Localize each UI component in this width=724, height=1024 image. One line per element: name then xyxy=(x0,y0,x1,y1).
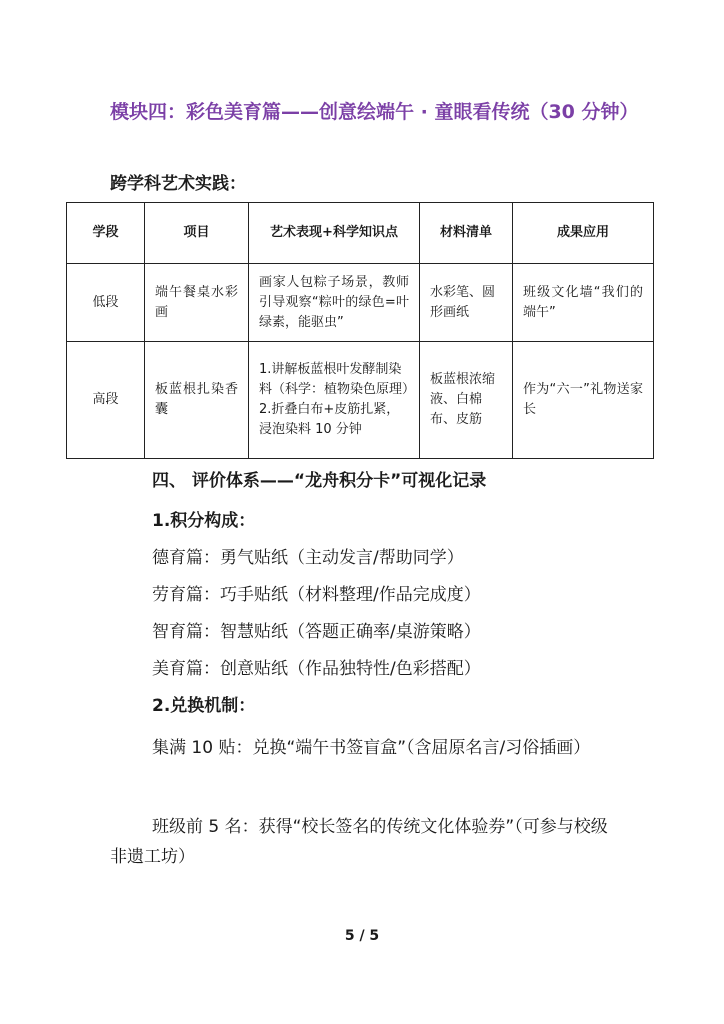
header-stage: 学段 xyxy=(67,203,145,264)
cell-knowledge xyxy=(249,342,420,459)
cell-materials: 水彩笔、圆形画纸 xyxy=(420,264,513,342)
cell-application: 作为“六一”礼物送家长 xyxy=(513,342,654,459)
table-header-row xyxy=(67,203,654,264)
list-item: 智育篇：智慧贴纸（答题正确率/桌游策略） xyxy=(152,622,481,642)
cell-materials: 板蓝根浓缩液、白棉布、皮筋 xyxy=(420,342,513,459)
cell-project: 板蓝根扎染香囊 xyxy=(145,342,249,459)
cell-knowledge: 画家人包粽子场景，教师引导观察“粽叶的绿色=叶绿素，能驱虫” xyxy=(249,264,420,342)
list-item: 德育篇：勇气贴纸（主动发言/帮助同学） xyxy=(152,548,464,568)
exchange-heading: 2.兑换机制： xyxy=(152,696,256,716)
exchange-rule-1: 集满 10 贴：兑换“端午书签盲盒”（含屈原名言/习俗插画） xyxy=(152,738,591,758)
header-materials: 材料清单 xyxy=(420,203,513,264)
page-number: 5 / 5 xyxy=(344,928,380,944)
list-item: 劳育篇：巧手贴纸（材料整理/作品完成度） xyxy=(152,585,481,605)
header-project: 项目 xyxy=(145,203,249,264)
cell-stage: 高段 xyxy=(67,342,145,459)
table-row xyxy=(67,264,654,342)
header-application: 成果应用 xyxy=(513,203,654,264)
module-title: 模块四：彩色美育篇——创意绘端午 · 童眼看传统（30 分钟） xyxy=(110,101,639,123)
table-row xyxy=(67,342,654,459)
knowledge-step-2: 2.折叠白布+皮筋扎紧，浸泡染料 10 分钟 xyxy=(259,402,400,437)
practice-heading: 跨学科艺术实践： xyxy=(110,174,246,194)
knowledge-step-1: 1.讲解板蓝根叶发酵制染料（科学：植物染色原理） xyxy=(259,362,416,397)
evaluation-title: 四、 评价体系——“龙舟积分卡”可视化记录 xyxy=(152,471,487,491)
cell-project: 端午餐桌水彩画 xyxy=(145,264,249,342)
composition-heading: 1.积分构成： xyxy=(152,511,256,531)
cell-application: 班级文化墙“我们的端午” xyxy=(513,264,654,342)
practice-table xyxy=(66,202,654,459)
header-knowledge: 艺术表现+科学知识点 xyxy=(249,203,420,264)
exchange-rule-2: 班级前 5 名：获得“校长签名的传统文化体验券”（可参与校级非遗工坊） xyxy=(110,817,608,867)
list-item: 美育篇：创意贴纸（作品独特性/色彩搭配） xyxy=(152,659,481,679)
cell-stage: 低段 xyxy=(67,264,145,342)
